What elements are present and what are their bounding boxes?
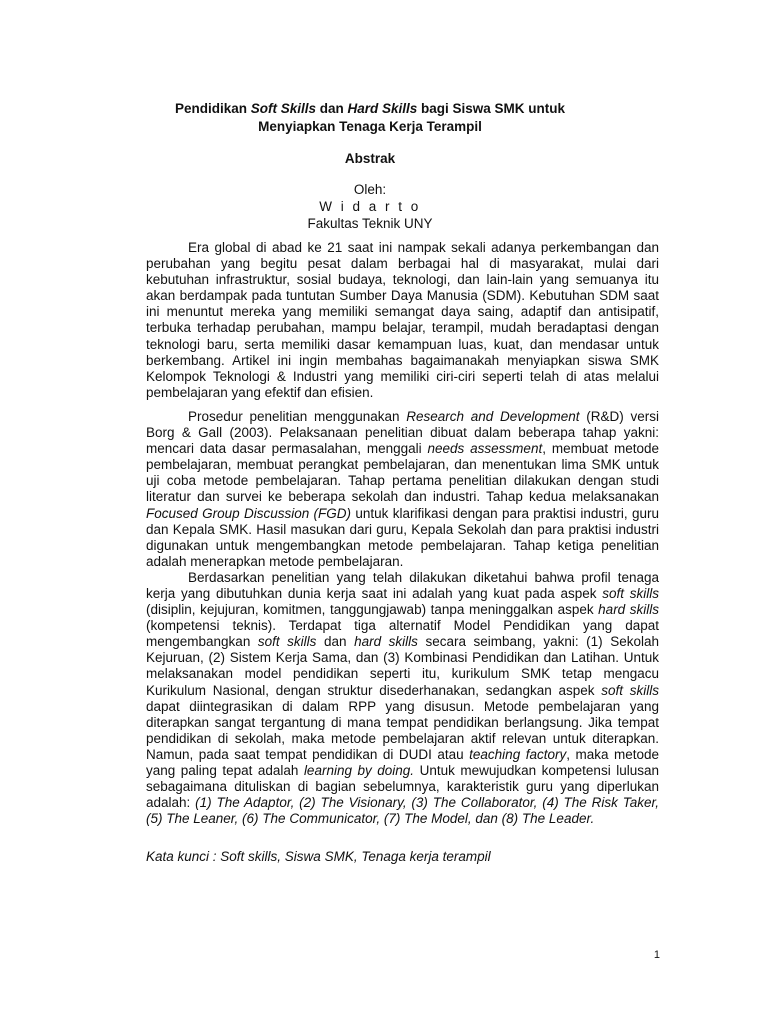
page-number: 1	[653, 949, 660, 961]
title-line-1	[100, 100, 640, 118]
byline-label: Oleh:	[353, 182, 387, 197]
abstract-heading: Abstrak	[344, 151, 396, 166]
byline	[100, 181, 640, 232]
paragraph-text: Untuk mewujudkan kompetensi lulusan sebagaimana dituliskan di bagian sebelumnya, karakteristik guru yang diperlukan adalah:	[146, 763, 659, 811]
title-line-2: Menyiapkan Tenaga Kerja Terampil	[258, 119, 482, 134]
paragraph-text-italic: Research and Development	[406, 408, 580, 424]
paragraph-text-italic: teaching factory	[469, 746, 567, 762]
title-text: Pendidikan	[174, 101, 251, 116]
paper-title	[100, 100, 640, 136]
abstract-body	[146, 240, 659, 827]
paragraph-text: dan	[316, 634, 355, 650]
paragraph-2	[146, 409, 659, 570]
paragraph-text: Prosedur penelitian menggunakan	[188, 408, 407, 424]
paragraph-text-italic: (1) The Adaptor, (2) The Visionary, (3) The Collaborator, (4) The Risk Taker, (5) The Leaner, (6) The Communicator, (7) The Model, dan (8) The Leader.	[146, 795, 659, 827]
author-name: W i d a r t o	[319, 199, 421, 214]
paragraph-text: (kompetensi teknis). Terdapat tiga alternatif Model Pendidikan yang dapat mengembangkan	[146, 618, 659, 650]
paragraph-text: secara seimbang, yakni: (1) Sekolah Kejuruan, (2) Sistem Kerja Sama, dan (3) Kombinasi Pendidikan dan Latihan. Untuk melaksanakan model pendidikan seperti itu, kurikulum SMK tetap mengacu Kurikulum Nasional, dengan struktur disederhanakan, sedangkan aspek	[146, 634, 659, 698]
paragraph-text: untuk klarifikasi dengan para praktisi industri, guru dan Kepala SMK. Hasil masukan dari guru, Kepala Sekolah dan para praktisi industri digunakan untuk mengembangkan metode pembelajaran. Tahap ketiga penelitian adalah menerapkan metode pembelajaran.	[146, 505, 659, 569]
paragraph-text: , maka metode yang paling tepat adalah	[146, 746, 660, 778]
paragraph-text-italic: soft skills	[602, 585, 659, 601]
paragraph-3	[146, 570, 659, 828]
paragraph-text-italic: needs assessment	[427, 441, 543, 457]
paragraph-text: (disiplin, kejujuran, komitmen, tanggungjawab) tanpa meninggalkan aspek	[146, 602, 599, 618]
paragraph-text: , membuat metode pembelajaran, membuat perangkat pembelajaran, dan menentukan lima SMK untuk uji coba metode pembelajaran. Tahap pertama penelitian dilakukan dengan studi literatur dan survei ke beberapa sekolah dan industri. Tahap kedua melaksanakan	[146, 441, 660, 505]
title-text-italic: Soft Skills	[250, 101, 316, 116]
paragraph-text: dapat diintegrasikan di dalam RPP yang disusun. Metode pembelajaran yang diterapkan sangat tergantung di mana tempat pendidikan berlangsung. Jika tempat pendidikan di sekolah, maka metode pembelajaran aktif relevan untuk diterapkan. Namun, pada saat tempat pendidikan di DUDI atau	[146, 698, 659, 762]
title-text: dan	[315, 101, 348, 116]
paragraph-text-italic: hard skills	[354, 634, 418, 650]
keywords: Kata kunci : Soft skills, Siswa SMK, Tenaga kerja terampil	[146, 849, 491, 864]
paragraph-text-italic: Focused Group Discussion (FGD)	[146, 505, 352, 521]
title-text-italic: Hard Skills	[347, 101, 418, 116]
paragraph-text-italic: soft skills	[601, 682, 659, 698]
paragraph-text-italic: learning by doing.	[303, 763, 415, 778]
paragraph-text: Berdasarkan penelitian yang telah dilakukan diketahui bahwa profil tenaga kerja yang dibutuhkan dunia kerja saat ini adalah yang kuat pada aspek	[146, 569, 659, 601]
paragraph-text: (R&D) versi Borg & Gall (2003). Pelaksanaan penelitian dibuat dalam beberapa tahap yakni: mencari data dasar permasalahan, menggali	[146, 408, 659, 457]
paragraph-text-italic: hard skills	[598, 602, 659, 618]
title-text: bagi Siswa SMK untuk	[417, 101, 566, 116]
author-affiliation: Fakultas Teknik UNY	[307, 216, 433, 231]
paragraph-1: Era global di abad ke 21 saat ini nampak sekali adanya perkembangan dan perubahan yang begitu pesat dalam berbagai hal di masyarakat, mulai dari kebutuhan infrastruktur, sosial budaya, teknologi, dan lain-lain yang semuanya itu akan berdampak pada tuntutan Sumber Daya Manusia (SDM). Kebutuhan SDM saat ini menuntut mereka yang memiliki semangat daya saing, adaptif dan antisipatif, terbuka terhadap perubahan, mampu belajar, terampil, mudah beradaptasi dengan teknologi baru, serta memiliki dasar kemampuan luas, kuat, dan mendasar untuk berkembang. Artikel ini ingin membahas bagaimanakah menyiapkan siswa SMK Kelompok Teknologi & Industri yang memiliki ciri-ciri seperti telah di atas melalui pembelajaran yang efektif dan efisien.	[146, 240, 659, 400]
paragraph-text-italic: soft skills	[257, 634, 317, 650]
